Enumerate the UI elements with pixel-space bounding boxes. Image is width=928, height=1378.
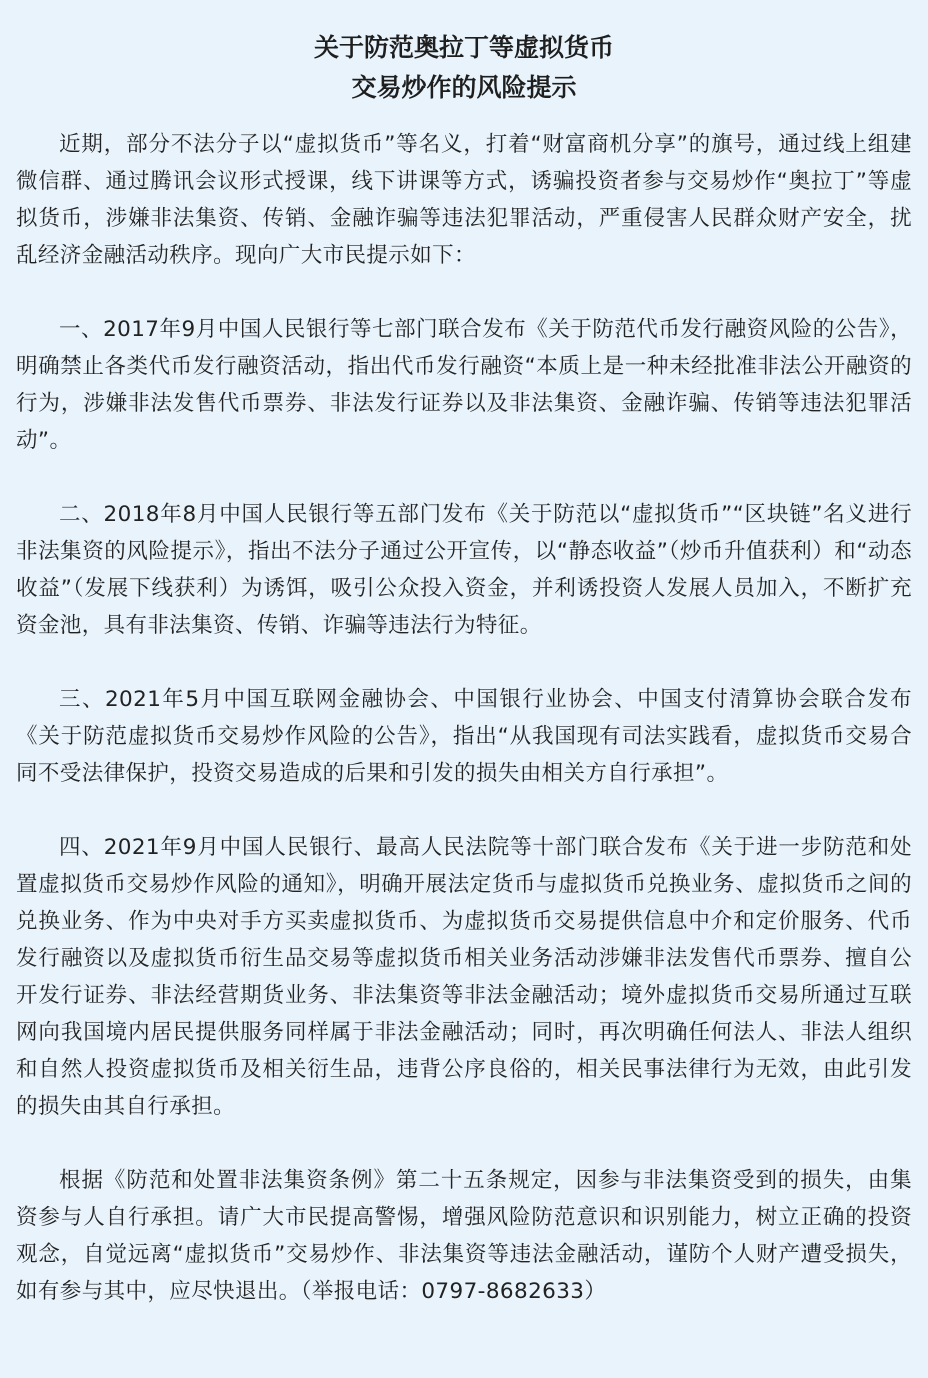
intro-paragraph: 近期，部分不法分子以“虚拟货币”等名义，打着“财富商机分享”的旗号，通过线上组建微信群、通过腾讯会议形式授课，线下讲课等方式，诱骗投资者参与交易炒作“奥拉丁”等虚拟货币，涉嫌非法集资、传销、金融诈骗等违法犯罪活动，严重侵害人民群众财产安全，扰乱经济金融活动秩序。现向广大市民提示如下： <box>16 132 912 268</box>
point-one-paragraph: 一、2017年9月中国人民银行等七部门联合发布《关于防范代币发行融资风险的公告》，明确禁止各类代币发行融资活动，指出代币发行融资“本质上是一种未经批准非法公开融资的行为，涉嫌非法发售代币票券、非法发行证券以及非法集资、金融诈骗、传销等违法犯罪活动”。 <box>16 317 912 453</box>
title-line-1: 关于防范奥拉丁等虚拟货币 <box>313 33 614 62</box>
notice-title <box>16 28 912 108</box>
conclusion-paragraph: 根据《防范和处置非法集资条例》第二十五条规定，因参与非法集资受到的损失，由集资参与人自行承担。请广大市民提高警惕，增强风险防范意识和识别能力，树立正确的投资观念，自觉远离“虚拟货币”交易炒作、非法集资等违法金融活动，谨防个人财产遭受损失，如有参与其中，应尽快退出。（举报电话：0797-8682633） <box>16 1168 912 1304</box>
title-line-2: 交易炒作的风险提示 <box>351 73 577 102</box>
point-three-paragraph: 三、2021年5月中国互联网金融协会、中国银行业协会、中国支付清算协会联合发布《关于防范虚拟货币交易炒作风险的公告》，指出“从我国现有司法实践看，虚拟货币交易合同不受法律保护，投资交易造成的后果和引发的损失由相关方自行承担”。 <box>16 687 912 786</box>
point-four-paragraph: 四、2021年9月中国人民银行、最高人民法院等十部门联合发布《关于进一步防范和处置虚拟货币交易炒作风险的通知》，明确开展法定货币与虚拟货币兑换业务、虚拟货币之间的兑换业务、作为中央对手方买卖虚拟货币、为虚拟货币交易提供信息中介和定价服务、代币发行融资以及虚拟货币衍生品交易等虚拟货币相关业务活动涉嫌非法发售代币票券、擅自公开发行证券、非法经营期货业务、非法集资等非法金融活动；境外虚拟货币交易所通过互联网向我国境内居民提供服务同样属于非法金融活动；同时，再次明确任何法人、非法人组织和自然人投资虚拟货币及相关衍生品，违背公序良俗的，相关民事法律行为无效，由此引发的损失由其自行承担。 <box>16 835 912 1119</box>
point-two-paragraph: 二、2018年8月中国人民银行等五部门发布《关于防范以“虚拟货币”“区块链”名义进行非法集资的风险提示》，指出不法分子通过公开宣传，以“静态收益”（炒币升值获利）和“动态收益”（发展下线获利）为诱饵，吸引公众投入资金，并利诱投资人发展人员加入，不断扩充资金池，具有非法集资、传销、诈骗等违法行为特征。 <box>16 502 912 638</box>
notice-body <box>16 126 912 1310</box>
